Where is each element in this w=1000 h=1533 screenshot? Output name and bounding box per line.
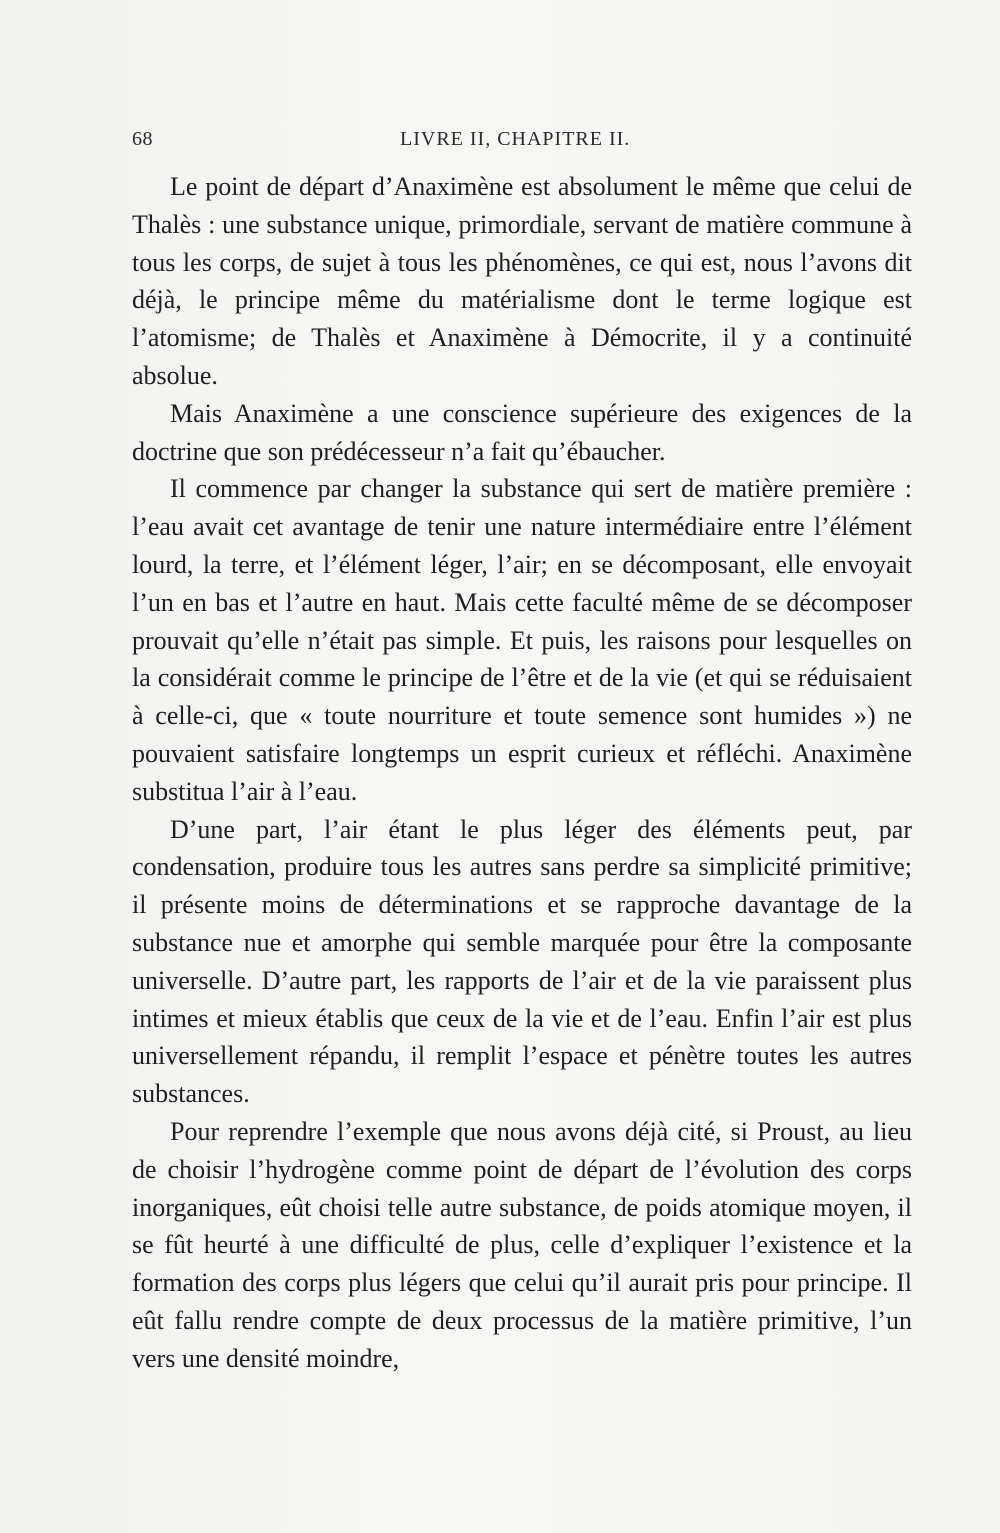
body-text: [132, 168, 912, 1378]
paragraph-5: Pour reprendre l’exemple que nous avons déjà cité, si Proust, au lieu de choisir l’hydrogène comme point de départ de l’évolution des corps inorganiques, eût choisi telle autre substance, de poids atomique moyen, il se fût heurté à une difficulté de plus, celle d’expliquer l’existence et la formation des corps plus légers que celui qu’il aurait pris pour principe. Il eût fallu rendre compte de deux processus de la matière primitive, l’un vers une densité moindre,: [132, 1116, 912, 1373]
paragraph-2: Mais Anaximène a une conscience supérieure des exigences de la doctrine que son prédécesseur n’a fait qu’ébaucher.: [132, 398, 912, 466]
running-title: LIVRE II, CHAPITRE II.: [400, 128, 631, 150]
paragraph-3: Il commence par changer la substance qui sert de matière première : l’eau avait cet avantage de tenir une nature intermédiaire entre l’élément lourd, la terre, et l’élément léger, l’air; en se décomposant, elle envoyait l’un en bas et l’autre en haut. Mais cette faculté même de se décomposer prouvait qu’elle n’était pas simple. Et puis, les raisons pour lesquelles on la considérait comme le principe de l’être et de la vie (et qui se réduisaient à celle-ci, que « toute nourriture et toute semence sont humides ») ne pouvaient satisfaire longtemps un esprit curieux et réfléchi. Anaximène substitua l’air à l’eau.: [132, 474, 912, 806]
paragraph-1: Le point de départ d’Anaximène est absolument le même que celui de Thalès : une substance unique, primordiale, servant de matière commune à tous les corps, de sujet à tous les phénomènes, ce qui est, nous l’avons dit déjà, le principe même du matérialisme dont le terme logique est l’atomisme; de Thalès et Anaximène à Démocrite, il y a continuité absolue.: [132, 172, 912, 390]
page-number: 68: [132, 128, 153, 150]
paragraph-4: D’une part, l’air étant le plus léger des éléments peut, par condensation, produire tous les autres sans perdre sa simplicité primitive; il présente moins de déterminations et se rapproche davantage de la substance nue et amorphe qui semble marquée pour être la composante universelle. D’autre part, les rapports de l’air et de la vie paraissent plus intimes et mieux établis que ceux de la vie et de l’eau. Enfin l’air est plus universellement répandu, il remplit l’espace et pénètre toutes les autres substances.: [132, 814, 912, 1109]
running-head: [132, 128, 912, 162]
